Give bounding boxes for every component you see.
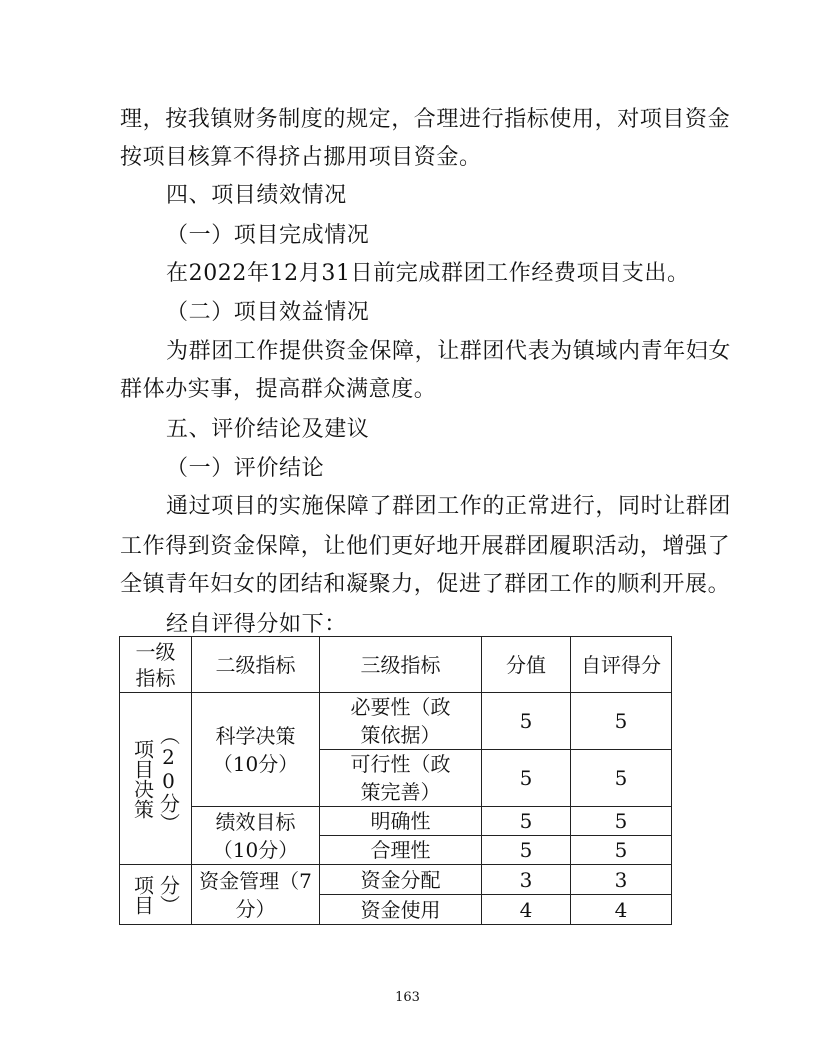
level3-cell: 资金分配 <box>320 865 482 895</box>
paragraph-line: 理，按我镇财务制度的规定，合理进行指标使用，对项目资金 <box>120 107 731 132</box>
header-cell: 分值 <box>482 637 571 693</box>
score-cell: 3 <box>571 865 672 895</box>
table-row <box>120 865 672 895</box>
table-row <box>120 693 672 750</box>
score-cell: 5 <box>571 693 672 750</box>
paragraph-line: 全镇青年妇女的团结和凝聚力，促进了群团工作的顺利开展。 <box>120 572 731 597</box>
score-cell: 5 <box>571 750 672 807</box>
table-row <box>120 807 672 836</box>
header-cell: 三级指标 <box>320 637 482 693</box>
score-cell: 5 <box>571 836 672 865</box>
level1-score: 分） <box>156 874 181 915</box>
level1-cell <box>120 693 192 865</box>
score-table <box>119 636 672 925</box>
value-cell: 5 <box>482 807 571 836</box>
paragraph-line: 在2022年12月31日前完成群团工作经费项目支出。 <box>166 261 690 286</box>
score-cell: 4 <box>571 895 672 925</box>
level2-cell: 绩效目标（10分） <box>192 807 320 865</box>
level2-cell: 科学决策（10分） <box>192 693 320 807</box>
paragraph-line: 按项目核算不得挤占挪用项目资金。 <box>120 145 482 170</box>
value-cell: 3 <box>482 865 571 895</box>
header-cell: 二级指标 <box>192 637 320 693</box>
level3-cell: 可行性（政策完善） <box>320 750 482 807</box>
header-cell: 一级指标 <box>120 637 192 693</box>
subsection-heading: （一）项目完成情况 <box>166 223 370 248</box>
section-heading: 五、评价结论及建议 <box>166 417 370 442</box>
paragraph-line: 通过项目的实施保障了群团工作的正常进行，同时让群团 <box>166 494 732 519</box>
score-cell: 5 <box>571 807 672 836</box>
level3-cell: 资金使用 <box>320 895 482 925</box>
level3-cell: 必要性（政策依据） <box>320 693 482 750</box>
subsection-heading: （二）项目效益情况 <box>166 300 370 325</box>
level1-label: 项目 <box>130 874 155 915</box>
paragraph-line: 工作得到资金保障，让他们更好地开展群团履职活动，增强了 <box>120 534 731 559</box>
paragraph-line: 经自评得分如下： <box>166 612 347 637</box>
value-cell: 5 <box>482 836 571 865</box>
value-cell: 5 <box>482 693 571 750</box>
page-number: 163 <box>395 990 420 1005</box>
level1-score: （20分） <box>156 724 181 833</box>
section-heading: 四、项目绩效情况 <box>166 183 347 208</box>
paragraph-line: 为群团工作提供资金保障，让群团代表为镇域内青年妇女 <box>166 339 732 364</box>
value-cell: 4 <box>482 895 571 925</box>
level2-cell: 资金管理（7分） <box>192 865 320 925</box>
header-cell: 自评得分 <box>571 637 672 693</box>
level1-label: 项目决策 <box>130 738 155 819</box>
paragraph-line: 群体办实事，提高群众满意度。 <box>120 377 437 402</box>
level3-cell: 明确性 <box>320 807 482 836</box>
subsection-heading: （一）评价结论 <box>166 456 325 481</box>
table-header-row <box>120 637 672 693</box>
value-cell: 5 <box>482 750 571 807</box>
level3-cell: 合理性 <box>320 836 482 865</box>
level1-cell <box>120 865 192 925</box>
